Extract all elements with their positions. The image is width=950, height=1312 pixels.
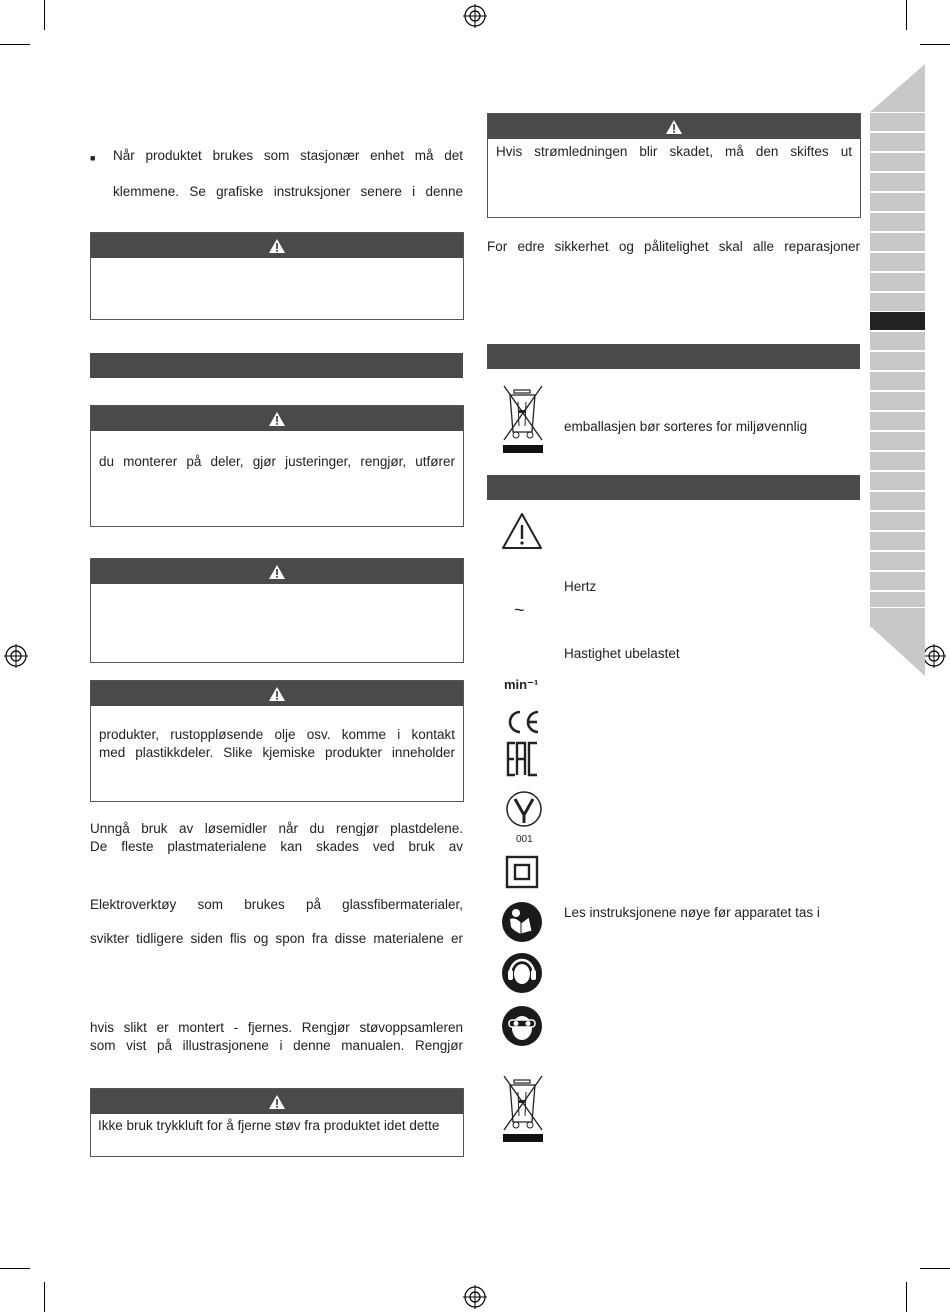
paragraph-line: svikter tidligere siden flis og spon fra disse materialene er bbox=[90, 931, 463, 946]
warning-text: produkter, rustoppløsende olje osv. komme i kontakt bbox=[99, 727, 455, 742]
warning-icon bbox=[268, 411, 286, 427]
ear-protection-icon bbox=[501, 952, 543, 994]
crop-mark bbox=[920, 44, 950, 45]
warning-text: med plastikkdeler. Slike kjemiske produkter inneholder bbox=[99, 745, 455, 760]
ua-number: 001 bbox=[516, 834, 533, 845]
paragraph-line: som vist på illustrasjonene i denne manualen. Rengjør bbox=[90, 1038, 463, 1053]
registration-mark-icon bbox=[4, 644, 28, 668]
warning-icon bbox=[268, 686, 286, 702]
warning-icon bbox=[268, 238, 286, 254]
section-header-bar bbox=[487, 475, 860, 500]
registration-mark-icon bbox=[463, 4, 487, 28]
warning-box bbox=[90, 558, 464, 663]
bullet-text-line: klemmene. Se grafiske instruksjoner senere i denne bbox=[113, 184, 463, 199]
crop-mark bbox=[906, 0, 907, 30]
read-instructions-text: Les instruksjonene nøye før apparatet tas i bbox=[564, 905, 820, 920]
warning-icon bbox=[501, 512, 543, 550]
crop-mark bbox=[44, 0, 45, 30]
crop-mark bbox=[0, 44, 30, 45]
paragraph-line: hvis slikt er montert - fjernes. Rengjør støvoppsamleren bbox=[90, 1020, 463, 1035]
crop-mark bbox=[906, 1282, 907, 1312]
warning-box bbox=[90, 232, 464, 320]
read-manual-icon bbox=[501, 901, 543, 943]
warning-text: Hvis strømledningen blir skadet, må den skiftes ut bbox=[496, 144, 852, 159]
ac-symbol: ~ bbox=[514, 600, 525, 620]
warning-text: Ikke bruk trykkluft for å fjerne støv fra produktet idet dette bbox=[98, 1118, 440, 1133]
warning-icon bbox=[268, 1094, 286, 1110]
class2-icon bbox=[505, 855, 539, 889]
paragraph-line: Elektroverktøy som brukes på glassfibermaterialer, bbox=[90, 897, 463, 912]
crop-mark bbox=[920, 1268, 950, 1269]
paragraph-line: De fleste plastmaterialene kan skades ved bruk av bbox=[90, 839, 463, 854]
paragraph-line: Unngå bruk av løsemidler når du rengjør plastdelene. bbox=[90, 821, 463, 836]
warning-icon bbox=[665, 119, 683, 135]
section-header-bar bbox=[90, 353, 463, 378]
section-header-bar bbox=[487, 344, 860, 369]
paragraph-line: For edre sikkerhet og pålitelighet skal alle reparasjoner bbox=[487, 239, 860, 254]
eye-protection-icon bbox=[501, 1005, 543, 1047]
crop-mark bbox=[44, 1282, 45, 1312]
warning-box bbox=[487, 113, 861, 218]
bullet-text-line: Når produktet brukes som stasjonær enhet må det bbox=[113, 148, 463, 163]
eac-mark-icon bbox=[506, 741, 540, 777]
registration-mark-icon bbox=[463, 1285, 487, 1309]
warning-icon bbox=[268, 564, 286, 580]
ce-mark-icon bbox=[505, 708, 541, 736]
warning-text: du monterer på deler, gjør justeringer, rengjør, utfører bbox=[99, 454, 455, 469]
env-text: emballasjen bør sorteres for miljøvennlig bbox=[564, 419, 808, 434]
warning-box bbox=[90, 1088, 464, 1157]
speed-label: Hastighet ubelastet bbox=[564, 646, 680, 661]
crop-mark bbox=[0, 1268, 30, 1269]
bullet-square: ■ bbox=[90, 153, 96, 163]
weee-bin-icon bbox=[500, 382, 546, 454]
weee-bin-icon bbox=[500, 1072, 546, 1144]
warning-box bbox=[90, 405, 464, 527]
min-label: min⁻¹ bbox=[504, 677, 539, 692]
hertz-label: Hertz bbox=[564, 579, 597, 594]
warning-box bbox=[90, 680, 464, 802]
